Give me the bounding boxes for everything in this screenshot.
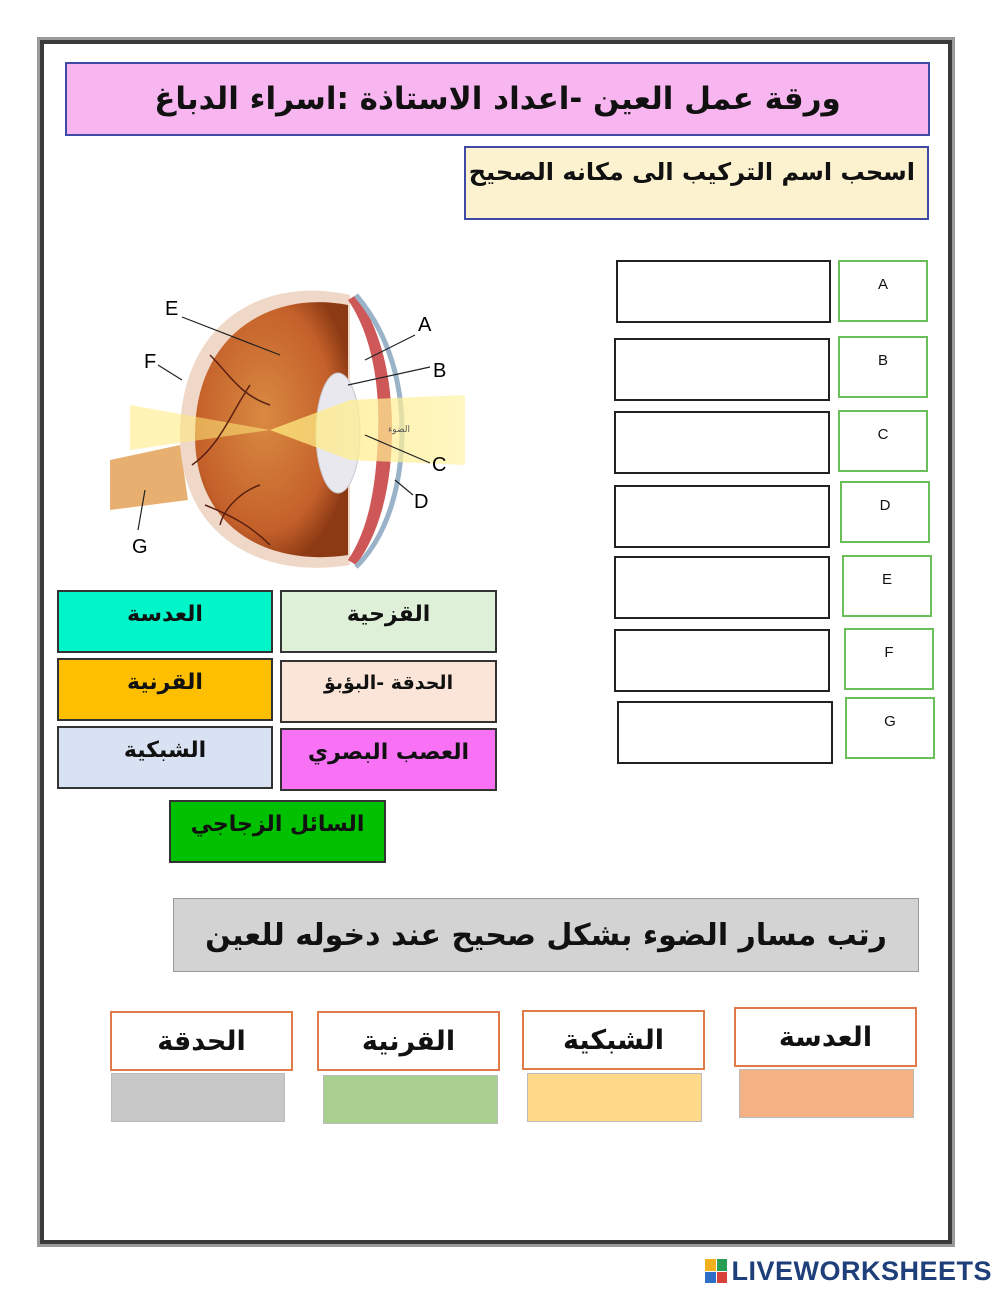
term-retina[interactable]: الشبكية (57, 726, 273, 789)
answer-box-F[interactable] (614, 629, 830, 692)
liveworksheets-logo-icon (705, 1259, 727, 1283)
answer-box-D[interactable] (614, 485, 830, 548)
term-cornea[interactable]: القرنية (57, 658, 273, 721)
letter-box-E: E (842, 555, 932, 617)
sequence-drop-box-2[interactable] (323, 1075, 498, 1124)
letter-box-F: F (844, 628, 934, 690)
brand-name: LIVEWORKSHEETS (731, 1255, 992, 1286)
term-optic-nerve[interactable]: العصب البصري (280, 728, 497, 791)
sequence-label-retina: الشبكية (522, 1010, 705, 1070)
optic-nerve-shape (110, 445, 188, 510)
label-C: C (432, 454, 447, 476)
answer-box-A[interactable] (616, 260, 831, 323)
label-G: G (132, 536, 148, 558)
liveworksheets-brand (705, 1255, 992, 1287)
answer-box-G[interactable] (617, 701, 833, 764)
eye-diagram (110, 275, 465, 585)
term-pupil[interactable]: الحدقة -البؤبؤ (280, 660, 497, 723)
order-instruction: رتب مسار الضوء بشكل صحيح عند دخوله للعين (173, 898, 919, 972)
sequence-drop-box-3[interactable] (527, 1073, 702, 1122)
answer-box-C[interactable] (614, 411, 830, 474)
label-B: B (433, 360, 447, 382)
letter-box-A: A (838, 260, 928, 322)
letter-box-G: G (845, 697, 935, 759)
label-F: F (144, 351, 157, 373)
term-vitreous-humor[interactable]: السائل الزجاجي (169, 800, 386, 863)
worksheet-title: ورقة عمل العين -اعداد الاستاذة :اسراء الدباغ (65, 62, 930, 136)
answer-box-E[interactable] (614, 556, 830, 619)
label-D: D (414, 491, 429, 513)
letter-box-C: C (838, 410, 928, 472)
label-E: E (165, 298, 179, 320)
light-label: الضوء (388, 424, 410, 434)
term-iris[interactable]: القزحية (280, 590, 497, 653)
sequence-label-lens: العدسة (734, 1007, 917, 1067)
answer-box-B[interactable] (614, 338, 830, 401)
sequence-label-pupil: الحدقة (110, 1011, 293, 1071)
letter-box-B: B (838, 336, 928, 398)
drag-instruction: اسحب اسم التركيب الى مكانه الصحيح (464, 146, 929, 220)
term-lens[interactable]: العدسة (57, 590, 273, 653)
letter-box-D: D (840, 481, 930, 543)
sequence-drop-box-1[interactable] (111, 1073, 285, 1122)
label-A: A (418, 314, 432, 336)
sequence-label-cornea: القرنية (317, 1011, 500, 1071)
sequence-drop-box-4[interactable] (739, 1069, 914, 1118)
